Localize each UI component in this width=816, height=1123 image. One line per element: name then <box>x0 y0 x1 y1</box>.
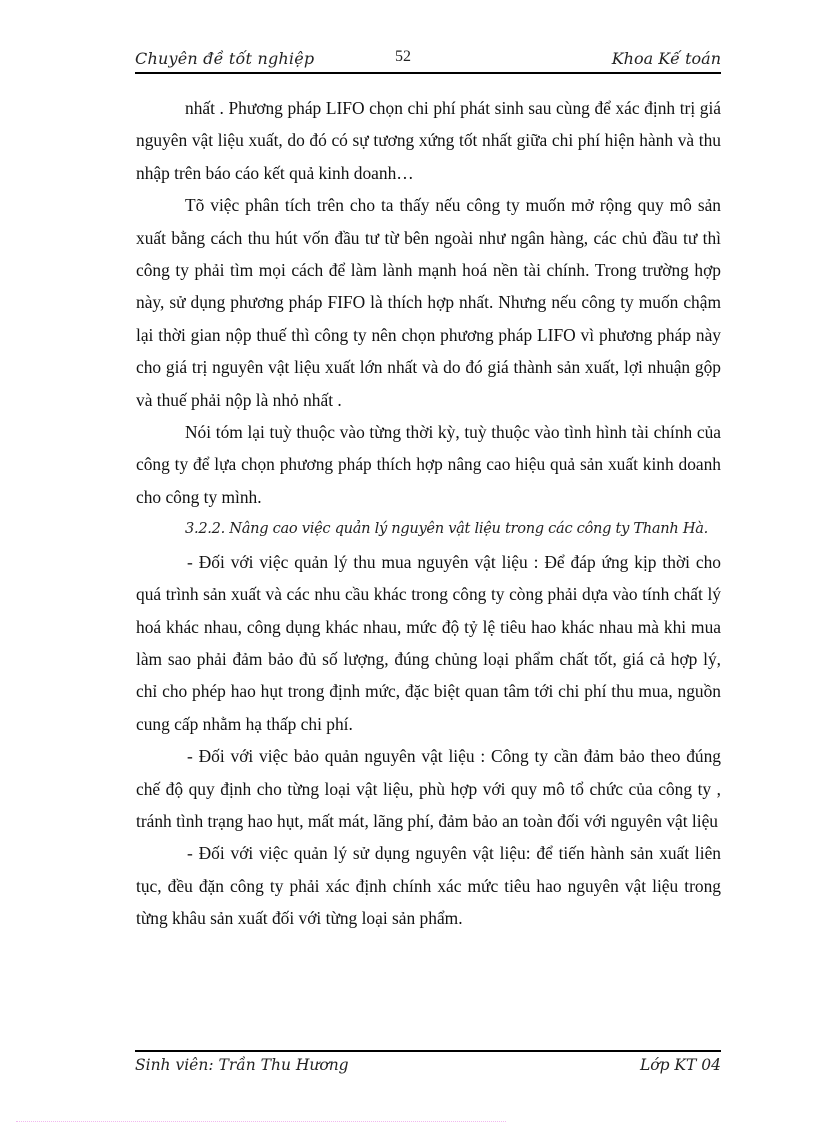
paragraph-purchasing-management: - Đối với việc quản lý thu mua nguyên vật liệu : Để đáp ứng kịp thời cho quá trình sản xuất và các nhu cầu khác trong công ty còng phải dựa vào tính chất lý hoá khác nhau, công dụng khác nhau, mức độ tỷ lệ tiêu hao khác nhau mà khi mua làm sao phải đảm bảo đủ số lượng, đúng chủng loại phẩm chất tốt, giá cả hợp lý, chỉ cho phép hao hụt trong định mức, đặc biệt quan tâm tới chi phí thu mua, nguồn cung cấp nhằm hạ thấp chi phí. <box>136 551 721 734</box>
header-department: Khoa Kế toán <box>611 49 721 68</box>
section-heading: 3.2.2. Nâng cao việc quản lý nguyên vật liệu trong các công ty Thanh Hà. <box>185 520 708 538</box>
page-header <box>135 47 721 74</box>
paragraph-summary: Nói tóm lại tuỳ thuộc vào từng thời kỳ, tuỳ thuộc vào tình hình tài chính của công ty để lựa chọn phương pháp thích hợp nâng cao hiệu quả sản xuất kinh doanh cho công ty mình. <box>136 422 721 507</box>
header-document-title: Chuyên đề tốt nghiệp <box>135 49 315 68</box>
page-footer <box>135 1050 721 1082</box>
page-number: 52 <box>395 48 411 65</box>
page-margin-guide <box>16 1121 506 1122</box>
paragraph-analysis: Tõ việc phân tích trên cho ta thấy nếu công ty muốn mở rộng quy mô sản xuất bằng cách thu hút vốn đầu tư từ bên ngoài như ngân hàng, các chủ đầu tư thì công ty phải tìm mọi cách để làm lành mạnh hoá nền tài chính. Trong trường hợp này, sử dụng phương pháp FIFO là thích hợp nhất. Nhưng nếu công ty muốn chậm lại thời gian nộp thuế thì công ty nên chọn phương pháp LIFO vì phương pháp này cho giá trị nguyên vật liệu xuất lớn nhất và do đó giá thành sản xuất, lợi nhuận gộp và thuế phải nộp là nhỏ nhất . <box>136 195 721 410</box>
footer-class: Lớp KT 04 <box>639 1056 721 1074</box>
paragraph-usage-management: - Đối với việc quản lý sử dụng nguyên vật liệu: để tiến hành sản xuất liên tục, đều đặn công ty phải xác định chính xác mức tiêu hao nguyên vật liệu trong từng khâu sản xuất đối với từng loại sản phẩm. <box>136 843 721 929</box>
footer-student-name: Sinh viên: Trần Thu Hương <box>135 1056 349 1074</box>
document-body <box>136 92 721 935</box>
paragraph-continuation: nhất . Phương pháp LIFO chọn chi phí phát sinh sau cùng để xác định trị giá nguyên vật liệu xuất, do đó có sự tương xứng tốt nhất giữa chi phí hiện hành và thu nhập trên báo cáo kết quả kinh doanh… <box>136 98 721 183</box>
paragraph-storage-management: - Đối với việc bảo quản nguyên vật liệu : Công ty cần đảm bảo theo đúng chế độ quy định cho từng loại vật liệu, phù hợp với quy mô tổ chức của công ty , tránh tình trạng hao hụt, mất mát, lãng phí, đảm bảo an toàn đối với nguyên vật liệu <box>136 746 721 831</box>
